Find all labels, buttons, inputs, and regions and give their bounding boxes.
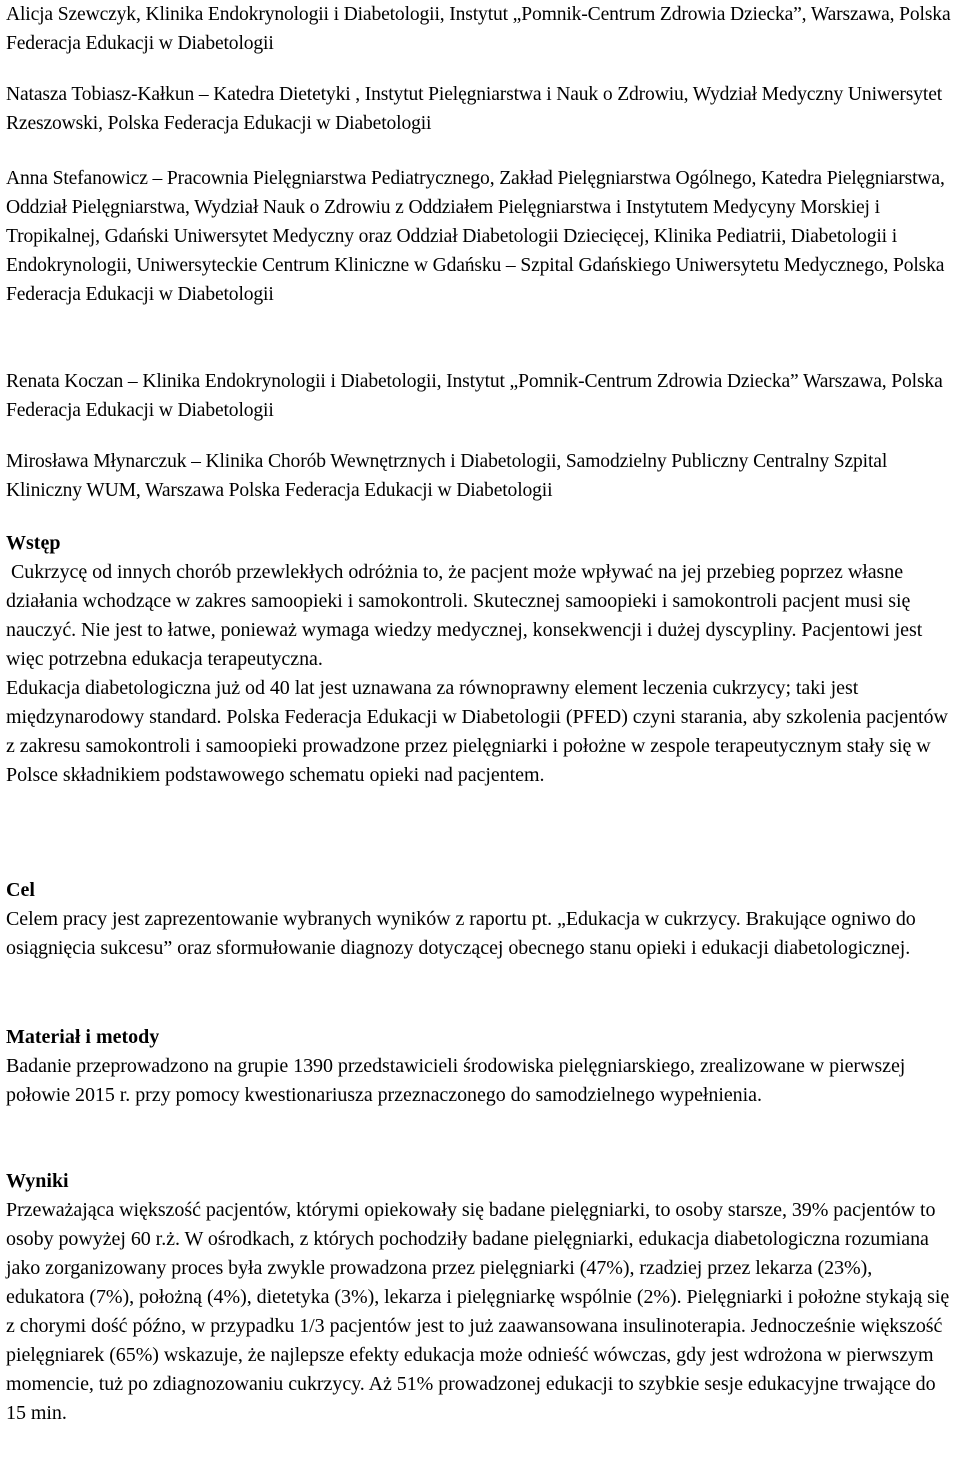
section-paragraph: Edukacja diabetologiczna już od 40 lat jest uznawana za równoprawny element leczenia cukrzycy; taki jest międzynarodowy standard. Polska Federacja Edukacji w Diabetologii (PFED) czyni starania, aby szkolenia pacjentów z zakresu samokontroli i samoopieki prowadzone przez pielęgniarki i położne w zespole terapeutycznym stały się w Polsce składnikiem podstawowego schematu opieki nad pacjentem. <box>6 677 948 786</box>
section-aim <box>6 876 954 963</box>
author-affiliation <box>6 367 954 425</box>
section-heading: Materiał i metody <box>6 1026 160 1048</box>
author-affiliation-text: Mirosława Młynarczuk – Klinika Chorób Wewnętrznych i Diabetologii, Samodzielny Publiczny Centralny Szpital Kliniczny WUM, Warszawa Polska Federacja Edukacji w Diabetologii <box>6 451 888 501</box>
author-affiliation <box>6 164 954 309</box>
section-paragraph: Badanie przeprowadzono na grupie 1390 przedstawicieli środowiska pielęgniarskiego, zrealizowane w pierwszej połowie 2015 r. przy pomocy kwestionariusza przeznaczonego do samodzielnego wypełnienia. <box>6 1055 906 1106</box>
author-affiliation <box>6 0 954 58</box>
author-affiliation-text: Renata Koczan – Klinika Endokrynologii i Diabetologii, Instytut „Pomnik-Centrum Zdrowia Dziecka” Warszawa, Polska Federacja Edukacji w Diabetologii <box>6 371 943 421</box>
author-affiliation-text: Alicja Szewczyk, Klinika Endokrynologii i Diabetologii, Instytut „Pomnik-Centrum Zdrowia Dziecka”, Warszawa, Polska Federacja Edukacji w Diabetologii <box>6 4 951 54</box>
section-heading: Wyniki <box>6 1170 69 1192</box>
author-affiliation-text: Anna Stefanowicz – Pracownia Pielęgniarstwa Pediatrycznego, Zakład Pielęgniarstwa Ogólnego, Katedra Pielęgniarstwa, Oddział Pielęgniarstwa, Wydział Nauk o Zdrowiu z Oddziałem Pielęgniarstwa i Instytutem Medycyny Morskiej i Tropikalnej, Gdański Uniwersytet Medyczny oraz Oddział Diabetologii Dziecięcej, Klinika Pediatrii, Diabetologii i Endokrynologii, Uniwersyteckie Centrum Kliniczne w Gdańsku – Szpital Gdańskiego Uniwersytetu Medycznego, Polska Federacja Edukacji w Diabetologii <box>6 168 945 305</box>
section-heading: Wstęp <box>6 532 61 554</box>
author-affiliation-text: Natasza Tobiasz-Kałkun – Katedra Dietetyki , Instytut Pielęgniarstwa i Nauk o Zdrowiu, Wydział Medyczny Uniwersytet Rzeszowski, Polska Federacja Edukacji w Diabetologii <box>6 84 943 134</box>
author-affiliation <box>6 447 954 505</box>
section-materials-methods <box>6 1023 954 1110</box>
section-introduction <box>6 529 954 790</box>
section-results <box>6 1167 954 1428</box>
author-affiliation <box>6 80 954 138</box>
section-paragraph: Przeważająca większość pacjentów, którymi opiekowały się badane pielęgniarki, to osoby starsze, 39% pacjentów to osoby powyżej 60 r.ż. W ośrodkach, z których pochodziły badane pielęgniarki, edukacja diabetologiczna rozumiana jako zorganizowany proces była zwykle prowadzona przez pielęgniarki (47%), rzadziej przez lekarza (23%), edukatora (7%), położną (4%), dietetyka (3%), lekarza i pielęgniarkę wspólnie (2%). Pielęgniarki i położne stykają się z chorymi dość późno, w przypadku 1/3 pacjentów jest to już zaawansowana insulinoterapia. Jednocześnie większość pielęgniarek (65%) wskazuje, że najlepsze efekty edukacja może odnieść wówczas, gdy jest wdrożona w pierwszym momencie, tuż po zdiagnozowaniu cukrzycy. Aż 51% prowadzonej edukacji to szybkie sesje edukacyjne trwające do 15 min. <box>6 1199 950 1424</box>
section-paragraph: Cukrzycę od innych chorób przewlekłych odróżnia to, że pacjent może wpływać na jej przebieg poprzez własne działania wchodzące w zakres samoopieki i samokontroli. Skutecznej samoopieki i samokontroli pacjent musi się nauczyć. Nie jest to łatwe, ponieważ wymaga wiedzy medycznej, konsekwencji i dużej dyscypliny. Pacjentowi jest więc potrzebna edukacja terapeutyczna. <box>6 561 928 670</box>
section-paragraph: Celem pracy jest zaprezentowanie wybranych wyników z raportu pt. „Edukacja w cukrzycy. Brakujące ogniwo do osiągnięcia sukcesu” oraz sformułowanie diagnozy dotyczącej obecnego stanu opieki i edukacji diabetologicznej. <box>6 908 916 959</box>
section-heading: Cel <box>6 879 35 901</box>
